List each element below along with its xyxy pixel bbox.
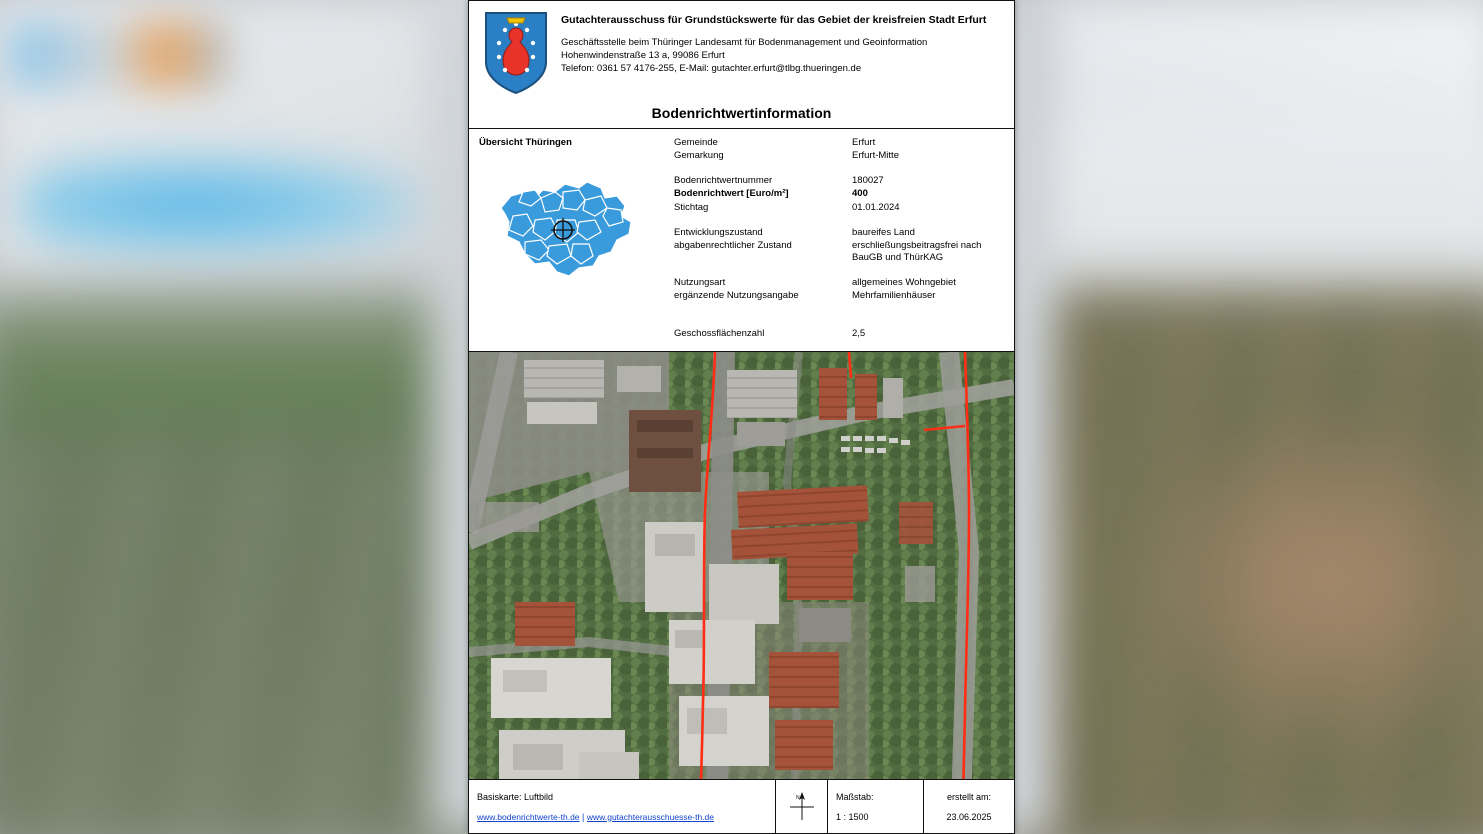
overview-caption: Übersicht Thüringen — [479, 136, 572, 148]
attr-label: Geschossflächenzahl — [674, 327, 765, 339]
table-row — [674, 202, 1004, 215]
attr-value: allgemeines Wohngebiet — [852, 277, 956, 289]
north-arrow-icon — [776, 780, 828, 833]
thuringia-coat-of-arms-icon — [483, 10, 549, 96]
spacer-row — [674, 215, 1004, 227]
office-line-1: Geschäftsstelle beim Thüringer Landesamt für Bodenmanagement und Geoinformation — [561, 37, 928, 49]
attr-label: Gemeinde — [674, 136, 718, 148]
svg-text:N: N — [795, 794, 800, 801]
document-header — [469, 1, 1014, 100]
footer-links — [477, 812, 767, 822]
attributes-block — [674, 137, 1014, 341]
footer-scale-cell — [828, 780, 924, 833]
background-region-blue — [20, 150, 450, 260]
info-section — [469, 129, 1014, 351]
attr-value: 400 — [852, 188, 868, 200]
link-gutachterausschuesse[interactable]: www.gutachterausschuesse-th.de — [586, 811, 715, 822]
spacer-row — [674, 304, 1004, 316]
table-row — [674, 150, 1004, 163]
table-row — [674, 328, 1004, 341]
attr-label: Gemarkung — [674, 150, 724, 162]
table-row — [674, 227, 1004, 240]
table-row — [674, 137, 1004, 150]
document-page — [468, 0, 1015, 834]
header-text-block — [561, 10, 1004, 96]
attr-label: abgabenrechtlicher Zustand — [674, 239, 792, 251]
office-contact: Telefon: 0361 57 4176-255, E-Mail: gutachter.erfurt@tlbg.thueringen.de — [561, 62, 862, 74]
attr-value: 2,5 — [852, 327, 866, 339]
authority-title: Gutachterausschuss für Grundstückswerte für das Gebiet der kreisfreien Stadt Erfurt — [561, 14, 987, 26]
table-row — [674, 175, 1004, 188]
page-title: Bodenrichtwertinformation — [651, 105, 832, 121]
footer-date-cell — [924, 780, 1014, 833]
table-row — [674, 290, 1004, 303]
background-region-card — [10, 20, 230, 90]
aerial-map-image — [469, 352, 1014, 780]
authority-address — [561, 37, 1004, 75]
attr-label: Bodenrichtwertnummer — [674, 175, 773, 187]
attributes-table — [674, 137, 1004, 341]
created-label: erstellt am: — [946, 791, 991, 802]
table-row — [674, 188, 1004, 201]
attr-value: 180027 — [852, 175, 884, 187]
link-separator: | — [582, 811, 585, 822]
attr-value: Mehrfamilienhäuser — [852, 290, 936, 302]
attr-value: baureifes Land — [852, 226, 915, 238]
scale-label: Maßstab: — [836, 791, 874, 802]
attr-value: Erfurt — [852, 136, 876, 148]
office-line-2: Hohenwindenstraße 13 a, 99086 Erfurt — [561, 49, 725, 61]
document-footer — [469, 780, 1014, 833]
basiskarte-label: Basiskarte: Luftbild — [477, 791, 554, 802]
background-region-right-mid — [1030, 120, 1483, 320]
attr-value: erschließungsbeitragsfrei nach BauGB und ThürKAG — [852, 239, 982, 264]
spacer-row — [674, 163, 1004, 175]
attr-value: Erfurt-Mitte — [852, 150, 899, 162]
spacer-row — [674, 316, 1004, 328]
table-row — [674, 240, 1004, 265]
spacer-row — [674, 265, 1004, 277]
attr-label: Bodenrichtwert [Euro/m²] — [674, 188, 789, 200]
attr-label: ergänzende Nutzungsangabe — [674, 290, 799, 302]
footer-basemap-cell — [469, 780, 776, 833]
scale-value: 1 : 1500 — [836, 811, 869, 822]
table-row — [674, 277, 1004, 290]
overview-map-block — [469, 137, 674, 341]
aerial-map[interactable] — [469, 351, 1014, 780]
attr-label: Stichtag — [674, 201, 709, 213]
attr-value: 01.01.2024 — [852, 201, 900, 213]
background-region-right-warm — [1170, 430, 1483, 730]
created-value: 23.06.2025 — [946, 811, 992, 822]
thuringia-outline-map-icon — [479, 154, 669, 304]
attr-label: Nutzungsart — [674, 277, 726, 289]
attr-label: Entwicklungszustand — [674, 226, 763, 238]
link-bodenrichtwerte[interactable]: www.bodenrichtwerte-th.de — [477, 811, 580, 822]
